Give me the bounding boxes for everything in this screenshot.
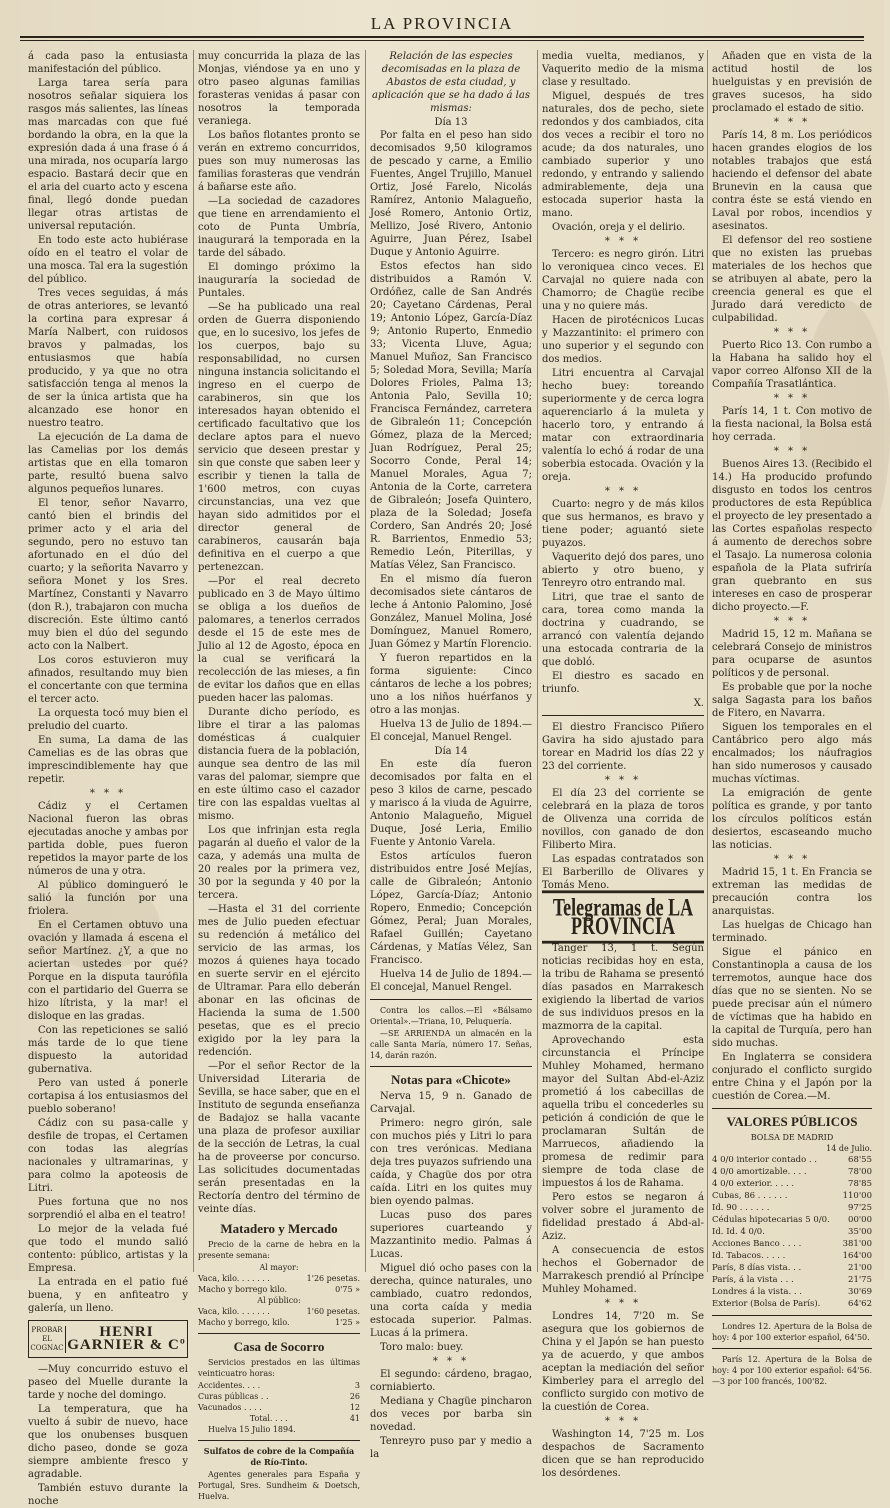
section-asterism: * * * bbox=[604, 775, 642, 786]
column-1 bbox=[28, 50, 188, 1507]
section-asterism: * * * bbox=[604, 236, 642, 247]
paragraph: París 14, 8 m. Los periódicos hacen grandes elogios de los notables trabajos que está haciendo el defensor del abate Brunevin en la causa que contra éste se está viendo en Laval por robos, incendios y asesinatos. bbox=[712, 130, 872, 232]
paragraph: El segundo: cárdeno, bragao, corniabierto. bbox=[370, 1369, 532, 1393]
cognac-advertisement bbox=[28, 1320, 188, 1358]
paragraph: Y fueron repartidos en la forma siguiente: Cinco cántaros de leche a los pobres; uno a los niños huérfanos y otro a las monjas. bbox=[370, 653, 532, 716]
paragraph: Hacen de pirotécnicos Lucas y Mazzantinito: el primero con uno superior y el segundo con dos medios. bbox=[542, 315, 704, 365]
paragraph: También estuvo durante la noche bbox=[28, 1483, 188, 1507]
market-retail-table bbox=[198, 1306, 360, 1328]
security-price: 00'00 bbox=[848, 1215, 872, 1225]
paragraph: París 14, 1 t. Con motivo de la fiesta nacional, la Bolsa está hoy cerrada. bbox=[712, 406, 872, 443]
paragraph: A consecuencia de estos hechos el Gobernador de Marrakesch prendió al Príncipe Muhley Mohamed. bbox=[542, 1245, 704, 1295]
section-asterism: * * * bbox=[773, 446, 811, 457]
classified-ad: Contra los callos.—El «Bálsamo Oriental».—Triana, 10, Peluquería. bbox=[370, 1006, 532, 1026]
table-cell: Macho y borrego kilo. bbox=[198, 1285, 287, 1294]
masthead bbox=[0, 0, 884, 44]
security-price: 78'85 bbox=[848, 1179, 872, 1189]
sulfate-ad-agents: Agentes generales para España y Portugal, Sres. Sundheim & Doetsch, Huelva. bbox=[198, 1470, 360, 1501]
paragraph: Tres veces seguidas, á más de otras anteriores, se levantó la cortina para expresar á María Nalbert, con ruidosos bravos y palmadas, los entusiasmos que había producido, y ya que no otra satisfacción tenga al menos la de ser la única artista que ha alcanzado ese honor en nuestro teatro. bbox=[28, 288, 188, 429]
securities-row bbox=[712, 1262, 872, 1274]
paragraph: Con las repeticiones se salió más tarde de lo que tiene dispuesto la autoridad gubernativa. bbox=[28, 1025, 188, 1075]
security-name: Exterior (Bolsa de París). bbox=[712, 1299, 821, 1309]
divider bbox=[712, 1315, 872, 1316]
table-cell: 12 bbox=[349, 1403, 360, 1412]
table-row bbox=[198, 1273, 360, 1284]
paragraph: Vaquerito dejó dos pares, uno abierto y otro bueno, y Tenreyro otro entrando mal. bbox=[542, 552, 704, 589]
table-cell: 1'60 pesetas. bbox=[306, 1307, 360, 1316]
paragraph: Nerva 15, 9 n. Ganado de Carvajal. bbox=[370, 1091, 532, 1115]
paragraph: Londres 14, 7'20 m. Se asegura que los gobiernos de China y el Japón se han puesto ya de acuerdo, y que ambos aceptan la mediación del señor Kimberley para el arreglo del conflicto surgido con motivo de la cuestión de Corea. bbox=[542, 1311, 704, 1413]
security-price: 97'25 bbox=[848, 1203, 872, 1213]
paragraph: —Por el real decreto publicado en 3 de Mayo último se obliga a los dueños de palomares, a tenerlos cerrados desde el 15 de este mes de Julio al 12 de Agosto, época en la cual se verificará la recolección de las mieses, a fin de evitar los daños que en ellas pueden hacer las palomas. bbox=[198, 576, 360, 704]
paragraph: Aprovechando esta circunstancia el Príncipe Muhley Mohamed, hermano mayor del Sultan Abd-el-Aziz prometió á los cabecillas de aquella tribu el concederles su petición á condición de que le proclamaran Sultán de Marruecos, añadiendo la promesa de redimir para siempre de toda clase de impuestos á los de Rahama. bbox=[542, 1035, 704, 1189]
paragraph: Pero van usted á ponerle cortapisa á los entusiasmos del pueblo soberano! bbox=[28, 1078, 188, 1115]
paragraph: El defensor del reo sostiene que no existen las pruebas materiales de los hechos que se atribuyen al abate, pero la creencia general es que el Jurado dará veredicto de culpabilidad. bbox=[712, 235, 872, 324]
table-cell: Vaca, kilo. . . . . . . bbox=[198, 1274, 270, 1283]
column-3 bbox=[370, 50, 532, 1460]
paragraph: —Hasta el 31 del corriente mes de Julio pueden efectuar su redención á metálico del servicio de las armas, los mozos á quienes haya tocado en suerte servir en el ejército de Ultramar. Para ello deberán abonar en las oficinas de Hacienda la suma de 1.500 pesetas, que es el precio exigido por la ley para la redención. bbox=[198, 904, 360, 1058]
securities-row bbox=[712, 1190, 872, 1202]
column-2 bbox=[198, 50, 360, 1501]
public-securities-heading: VALORES PÚBLICOS bbox=[726, 1114, 858, 1129]
paragraph: Ovación, oreja y el delirio. bbox=[552, 222, 686, 233]
ad-tagline: PROBAR EL COGNAC bbox=[29, 1326, 66, 1353]
table-cell: Macho y borrego, kilo. bbox=[198, 1318, 290, 1327]
paragraph: Larga tarea sería para nosotros señalar siquiera los rasgos más salientes, las líneas mas marcadas con que fué bordando la obra, en la que la expresión dada á una frase ó á una mirada, nos ocuparía largo espacio. Bastará decir que en el aria del cuarto acto y escena final, llegó donde puedan llegar otras artistas de universal reputación. bbox=[28, 78, 188, 232]
paragraph: Buenos Aires 13. (Recibido el 14.) Ha producido profundo disgusto en todos los centros productores de esta República el proyecto de ley presentado a las Cortes españolas respecto á aumento de derechos sobre el Tasajo. La numerosa colonia española de la Plata sufriría gran quebranto en sus intereses en caso de prosperar dicho proyecto.—F. bbox=[712, 459, 872, 613]
newspaper-title: LA PROVINCIA bbox=[370, 14, 514, 33]
section-asterism: * * * bbox=[604, 1416, 642, 1427]
security-price: 164'00 bbox=[842, 1251, 872, 1261]
market-wholesale-table bbox=[198, 1273, 360, 1295]
paragraph: Madrid 15, 1 t. En Francia se extreman las medidas de precaución contra los anarquistas. bbox=[712, 867, 872, 917]
divider bbox=[712, 1108, 872, 1109]
column-5 bbox=[712, 50, 872, 1386]
securities-row bbox=[712, 1226, 872, 1238]
security-name: 4 0/0 interior contado . . bbox=[712, 1155, 817, 1165]
paragraph: muy concurrida la plaza de las Monjas, viéndose ya en uno y otro paseo algunas familias forasteras venidas á pasar con nosotros la temporada veraniega. bbox=[198, 51, 360, 127]
section-asterism: * * * bbox=[773, 854, 811, 865]
security-name: 4 0/0 exterior. . . . . bbox=[712, 1179, 795, 1189]
table-cell: Curas públicas . . bbox=[198, 1392, 269, 1401]
divider bbox=[370, 1066, 532, 1067]
section-asterism: * * * bbox=[773, 117, 811, 128]
paragraph: Cádiz con su pasa-calle y desfile de tropas, el Certamen con todas las alegrías nacionales y ultramarinas, y para colmo la apoteosis de Litri. bbox=[28, 1118, 188, 1194]
paragraph: Madrid 15, 12 m. Mañana se celebrará Consejo de ministros para ocuparse de asuntos políticos y de personal. bbox=[712, 629, 872, 679]
paragraph: media vuelta, medianos, y Vaquerito medio de la misma clase y resultado. bbox=[542, 51, 704, 88]
paragraph: Siguen los temporales en el Cantábrico pero algo más encalmados; los náufragios han sido numerosos y causado muchas víctimas. bbox=[712, 722, 872, 785]
divider bbox=[370, 999, 532, 1000]
signature: Huelva 13 de Julio de 1894.—El concejal, Manuel Rengel. bbox=[370, 719, 532, 743]
table-row bbox=[198, 1402, 360, 1413]
signature: Huelva 14 de Julio de 1894.—El concejal, Manuel Rengel. bbox=[370, 969, 532, 993]
paragraph: En el mismo día fueron decomisados siete cántaros de leche á Antonio Palomino, José González, Manuel Molina, José Domínguez, Manuel Romero, Juan Gómez y Martín Florencio. bbox=[370, 574, 532, 650]
security-name: Cubas, 86 . . . . . . bbox=[712, 1191, 788, 1201]
paragraph: Tercero: es negro girón. Litri lo veroniquea cinco veces. El Carvajal no quiere nada con Chamorro; de Chagüe recibe una y no quiere más. bbox=[542, 249, 704, 312]
table-cell: 26 bbox=[349, 1392, 360, 1401]
column-4 bbox=[542, 50, 704, 1479]
securities-row bbox=[712, 1238, 872, 1250]
stock-exchange-label: BOLSA DE MADRID bbox=[750, 1133, 834, 1142]
divider bbox=[198, 1333, 360, 1334]
security-price: 110'00 bbox=[842, 1191, 872, 1201]
london-quote: Londres 12. Apertura de la Bolsa de hoy: 4 por 100 exterior español, 64'50. bbox=[712, 1322, 872, 1342]
paragraph: Miguel dió ocho pases con la derecha, quince naturales, uno cambiado, cuatro redondos, una corta caída y media estocada superior. Palmas. Lucas á la primera. bbox=[370, 1263, 532, 1339]
seizure-report-title: Relación de las especies decomisadas en la plaza de Abastos de esta ciudad, y aplicación que se ha dado á las mismas: bbox=[372, 51, 530, 114]
column-separator bbox=[707, 50, 708, 1272]
telegrams-heading: Telegramas de LA PROVINCIA bbox=[542, 890, 704, 943]
market-retail-label: Al público: bbox=[257, 1296, 301, 1305]
table-cell: Vacunados . . . . bbox=[198, 1403, 262, 1412]
paragraph: Lo mejor de la velada fué que todo el mundo salió contento: público, artistas y la Empresa. bbox=[28, 1224, 188, 1274]
section-asterism: * * * bbox=[604, 486, 642, 497]
security-name: París, á la vista . . . bbox=[712, 1275, 794, 1285]
paragraph: La entrada en el patio fué buena, y en anfiteatro y galería, un lleno. bbox=[28, 1277, 188, 1314]
paragraph: Durante dicho período, es libre el tirar a las palomas domésticas á cualquier distancia fuera de la población, aunque sea dentro de las mil varas del palomar, siempre que en este último caso el cazador tire con las espaldas vueltas al mismo. bbox=[198, 707, 360, 822]
market-heading: Matadero y Mercado bbox=[220, 1221, 338, 1236]
paragraph: El diestro Francisco Piñero Gavira ha sido ajustado para torear en Madrid los días 22 y 23 del corriente. bbox=[542, 722, 704, 772]
paris-quote: París 12. Apertura de la Bolsa de hoy: 4 por 100 exterior español: 64'56.—3 por 100 francés, 100'82. bbox=[712, 1355, 872, 1386]
table-cell: 3 bbox=[354, 1381, 360, 1390]
paragraph: La ejecución de La dama de las Camelias por los demás artistas que en ella tomaron parte, resultó buena salvo algunos pequeños lunares. bbox=[28, 432, 188, 495]
aid-station-heading: Casa de Socorro bbox=[233, 1339, 325, 1354]
table-cell: Total. . . . bbox=[249, 1414, 288, 1423]
table-cell: Vaca, kilo. . . . . . . bbox=[198, 1307, 270, 1316]
section-asterism: * * * bbox=[89, 788, 127, 799]
paragraph: Sigue el pánico en Constantinopla a causa de los terremotos, aunque hace dos días que no se sienten. No se puede precisar aún el número de víctimas que ha habido en la capital de Turquía, pero han sido muchas. bbox=[712, 947, 872, 1049]
table-cell: 1'25 » bbox=[335, 1318, 360, 1327]
securities-table bbox=[712, 1154, 872, 1310]
paragraph: La temperatura, que ha vuelto á subir de nuevo, hace que los onubenses busquen dicho paseo, donde se goza siempre ambiente fresco y agradable. bbox=[28, 1404, 188, 1480]
paragraph: —La sociedad de cazadores que tiene en arrendamiento el coto de Punta Umbría, inaugurará la temporada en la tarde del sábado. bbox=[198, 196, 360, 259]
market-subheading: Precio de la carne de hebra en la presente semana: bbox=[198, 1240, 360, 1260]
sulfate-ad-title: Sulfatos de cobre de la Compañía de Río-Tinto. bbox=[203, 1446, 355, 1467]
paragraph: —Se ha publicado una real orden de Guerra disponiendo que, en lo sucesivo, los jefes de los cuerpos, bajo su responsabilidad, no cursen ninguna instancia solicitando el ingreso en el cuerpo de carabineros, sin que los interesados hayan obtenido el certificado facultativo que los declare aptos para el nuevo servicio que deseen prestar y sin que conste que saben leer y escribir y tienen la talla de 1'600 metros, con cuyas circunstancias, una vez que hayan sido admitidos por el director general de carabineros, causarán baja definitiva en el cuerpo a que pertenezcan. bbox=[198, 302, 360, 573]
paragraph: La orquesta tocó muy bien el preludio del cuarto. bbox=[28, 708, 188, 732]
paragraph: Mediana y Chagüe pincharon dos veces por barba sin novedad. bbox=[370, 1396, 532, 1433]
securities-row bbox=[712, 1298, 872, 1310]
paragraph: Litri encuentra al Carvajal hecho buey: toreando superiormente y de cerca logra aquerenciarlo á la muleta y hacerlo toro, y entrando á matar con extraordinaria valentía lo echó á rodar de una soberbia estocada. Ovación y la oreja. bbox=[542, 368, 704, 483]
aid-station-table bbox=[198, 1380, 360, 1424]
aid-station-date: Huelva 15 Julio 1894. bbox=[208, 1425, 296, 1434]
paragraph: Puerto Rico 13. Con rumbo a la Habana ha salido hoy el vapor correo Alfonso XII de la Compañía Trasatlántica. bbox=[712, 340, 872, 390]
paragraph: En todo este acto hubiérase oído en el teatro el volar de una mosca. Tal era la sugestión del público. bbox=[28, 235, 188, 285]
paragraph: La emigración de gente política es grande, y por tanto los círculos políticos están desiertos, escaseando mucho las noticias. bbox=[712, 788, 872, 851]
paragraph: —Muy concurrido estuvo el paseo del Muelle durante la tarde y noche del domingo. bbox=[28, 1364, 188, 1401]
paragraph: Por falta en el peso han sido decomisados 9,50 kilogramos de pescado y carne, a Emilio Fuentes, Angel Trujillo, Manuel Ortiz, José Farelo, Nicolás Ramírez, Antonio Malagueño, José Romero, Antonio Ortiz, Mellizo, José Rivero, Antonio Aguirre, Juan Pérez, Isabel Duque y Antonio Aguirre. bbox=[370, 130, 532, 258]
paragraph: En el Certamen obtuvo una ovación y llamada á escena el señor Martínez. ¿Y, a que no aciertan ustedes por qué? Porque en la disputa taurófila con el partidario del Guerra se hizo lítrista, y la mar! el disloque en las gradas. bbox=[28, 920, 188, 1022]
security-name: París, 8 días vista. . . bbox=[712, 1263, 802, 1273]
day-heading: Día 13 bbox=[434, 117, 468, 128]
securities-row bbox=[712, 1274, 872, 1286]
paragraph: Litri, que trae el santo de cara, torea como manda la doctrina y cuadrando, se arrancó con valentía dejando una estocada contraria de la que dobló. bbox=[542, 592, 704, 668]
divider bbox=[542, 715, 704, 716]
security-price: 30'69 bbox=[848, 1287, 872, 1297]
masthead-rule bbox=[20, 40, 864, 41]
paragraph: Pero estos se negaron á volver sobre el juramento de fidelidad prestado á Abd-al-Aziz. bbox=[542, 1192, 704, 1242]
security-price: 21'75 bbox=[848, 1275, 872, 1285]
paragraph: Tenreyro puso par y medio a la bbox=[370, 1436, 532, 1460]
table-cell: 0'75 » bbox=[335, 1285, 360, 1294]
securities-row bbox=[712, 1166, 872, 1178]
security-name: Id. Tabacos. . . . . bbox=[712, 1251, 786, 1261]
divider bbox=[712, 1348, 872, 1349]
securities-row bbox=[712, 1286, 872, 1298]
paragraph: En suma, La dama de las Camelias es de las obras que imprescindiblemente hay que repetir. bbox=[28, 735, 188, 785]
section-asterism: * * * bbox=[432, 1356, 470, 1367]
paragraph: Es probable que por la noche salga Sagasta para los baños de Fitero, en Navarra. bbox=[712, 682, 872, 719]
classified-ad: —SE ARRIENDA un almacén en la calle Santa María, número 17. Señas, 14, darán razón. bbox=[370, 1029, 532, 1060]
paragraph: Cádiz y el Certamen Nacional fueron las obras ejecutadas anoche y ambas por partida doble, pues fueron repetidos la mayor parte de los números de una y otra. bbox=[28, 801, 188, 877]
day-heading: Día 14 bbox=[434, 746, 468, 757]
paragraph: El diestro es sacado en triunfo. bbox=[542, 671, 704, 695]
paragraph: Los baños flotantes pronto se verán en extremo concurridos, pues son muy numerosas las familias forasteras que vendrán á bañarse este año. bbox=[198, 130, 360, 193]
table-row bbox=[198, 1306, 360, 1317]
security-price: 68'55 bbox=[848, 1155, 872, 1165]
paragraph: Añaden que en vista de la actitud hostil de los huelguistas y en previsión de graves sucesos, ha sido proclamado el estado de sitio. bbox=[712, 51, 872, 114]
security-price: 64'62 bbox=[848, 1299, 872, 1309]
securities-row bbox=[712, 1214, 872, 1226]
paragraph: Tanger 13, 1 t. Según noticias recibidas hoy en esta, la tribu de Rahama se presentó días pasados en Marrakesch exigiendo la libertad de varios de sus individuos presos en la mazmorra de la capital. bbox=[542, 943, 704, 1032]
security-price: 21'00 bbox=[848, 1263, 872, 1273]
table-row bbox=[198, 1380, 360, 1391]
section-asterism: * * * bbox=[773, 327, 811, 338]
paragraph: Cuarto: negro y de más kilos que sus hermanos, es bravo y tiene poder; aguantó siete puyazos. bbox=[542, 499, 704, 549]
paragraph: —Por el señor Rector de la Universidad Literaria de Sevilla, se hace saber, que en el Instituto de segunda enseñanza de Badajoz se halla vacante una plaza de profesor auxiliar de la sección de Letras, la cual ha de proveerse por concurso. Las solicitudes documentadas serán presentadas en la Rectoría dentro del término de veinte días. bbox=[198, 1061, 360, 1215]
paragraph: En Inglaterra se considera conjurado el conflicto surgido entre China y el Japón por la cuestión de Corea.—M. bbox=[712, 1052, 872, 1102]
securities-row bbox=[712, 1250, 872, 1262]
securities-row bbox=[712, 1202, 872, 1214]
paragraph: Estos efectos han sido distribuidos a Ramón V. Ordóñez, calle de San Andrés 20; Cayetano Cárdenas, Peral 19; Antonio López, García-Díaz 9; Antonio Ruperto, Enmedio 33; Vicenta Lluve, Agua; Manuel Muñoz, San Francisco 5; Soledad Mora, Sevilla; María Dolores Frioles, Palma 13; Antonia Palo, Sevilla 10; Francisca Fernández, carretera de Gibraleón 11; Concepción Gómez, plaza de la Merced; Juan Rodríguez, Peral 25; Socorro Conde, Peral 14; Manuel Morales, Agua 7; Antonia de la Corte, carretera de Gibraleón; Josefa Quintero, plaza de la Soledad; Josefa Cordero, San Andrés 20; José R. Barrientos, Enmedio 53; Remedio León, Piterillas, y Matías Vélez, San Francisco. bbox=[370, 261, 532, 571]
paragraph: Al público domingueró le salió la función por una friolera. bbox=[28, 880, 188, 917]
table-cell: Accidentes. . . . bbox=[198, 1381, 261, 1390]
table-row bbox=[198, 1391, 360, 1402]
aid-station-subheading: Servicios prestados en las últimas veinticuatro horas: bbox=[198, 1358, 360, 1378]
paragraph: Las espadas contratados son El Barberillo de Olivares y Tomás Meno. bbox=[542, 854, 704, 891]
paragraph: Miguel, después de tres naturales, dos de pecho, siete redondos y dos cambiados, cita dos veces a recibir el toro no acude; da dos naturales, uno cambiado superior y uno redondo, y entrando y saliendo admirablemente, deja una estocada superior hasta la mano. bbox=[542, 91, 704, 219]
table-row bbox=[198, 1317, 360, 1328]
quote-date: 14 de Julio. bbox=[826, 1144, 872, 1153]
section-asterism: * * * bbox=[773, 393, 811, 404]
paragraph: El tenor, señor Navarro, cantó bien el brindis del primer acto y el aria del segundo, pero no estuvo tan afortunado en el dúo del cuarto; y la señorita Navarro y señora Monet y los Sres. Martínez, Constanti y Navarro (don R.), trabajaron con mucha discreción. Este último cantó muy bien el dúo del segundo acto con la Nalbert. bbox=[28, 498, 188, 652]
paragraph: Toro malo: buey. bbox=[380, 1342, 464, 1353]
securities-row bbox=[712, 1178, 872, 1190]
security-price: 35'00 bbox=[848, 1227, 872, 1237]
paragraph: Washington 14, 7'25 m. Los despachos de Sacramento dicen que se han reproducido los desórdenes. bbox=[542, 1429, 704, 1479]
column-separator bbox=[537, 50, 538, 1272]
divider bbox=[198, 1440, 360, 1441]
paragraph: Los que infrinjan esta regla pagarán al dueño el valor de la caza, y además una multa de 20 reales por la primera vez, 30 por la segunda y 40 por la tercera. bbox=[198, 825, 360, 901]
security-name: Id. Id. 4 0/0. bbox=[712, 1227, 765, 1237]
paragraph: á cada paso la entusiasta manifestación del público. bbox=[28, 51, 188, 75]
table-row bbox=[198, 1413, 360, 1424]
security-name: 4 0/0 amortizable. . . . bbox=[712, 1167, 807, 1177]
table-row bbox=[198, 1284, 360, 1295]
masthead-rule bbox=[20, 36, 864, 38]
paragraph: Pues fortuna que no nos sorprendió el alba en el teatro! bbox=[28, 1197, 188, 1221]
security-name: Londres á la vista. . . bbox=[712, 1287, 802, 1297]
paragraph: Estos artículos fueron distribuidos entre José Mejías, calle de Gibraleón; Antonio López, García-Díaz; Antonio Ropero, Enmedio; Concepción Gómez, Peral; Juan Morales, Rafael Guillén; Cayetano Cárdenas, y Matías Vélez, San Francisco. bbox=[370, 851, 532, 966]
paragraph: El día 23 del corriente se celebrará en la plaza de toros de Olivenza una corrida de novillos, con ganado de don Filiberto Mira. bbox=[542, 788, 704, 851]
table-cell: 41 bbox=[349, 1414, 360, 1423]
paragraph: Las huelgas de Chicago han terminado. bbox=[712, 920, 872, 944]
ad-brand: HENRI GARNIER & Cº bbox=[67, 1324, 186, 1353]
paragraph: El domingo próximo la inauguraría la sociedad de Puntales. bbox=[198, 262, 360, 299]
market-wholesale-label: Al mayor: bbox=[259, 1263, 299, 1272]
bullfight-notes-heading: Notas para «Chicote» bbox=[391, 1072, 511, 1087]
column-separator bbox=[193, 50, 194, 1272]
paragraph: En este día fueron decomisados por falta en el peso 3 kilos de carne, pescado y marisco á la viuda de Aguirre, Antonio Malagueño, Miguel Duque, José Leria, Emilio Fuente y Antonio Varela. bbox=[370, 759, 532, 848]
table-cell: 1'26 pesetas. bbox=[306, 1274, 360, 1283]
section-asterism: * * * bbox=[773, 616, 811, 627]
security-name: Acciones Banco . . . . bbox=[712, 1239, 802, 1249]
securities-row bbox=[712, 1154, 872, 1166]
paragraph: Lucas puso dos pares superiores cuarteando y Mazzantinito medio. Palmas á Lucas. bbox=[370, 1210, 532, 1260]
paragraph: Los coros estuvieron muy afinados, resultando muy bien el concertante con que termina el tercer acto. bbox=[28, 655, 188, 705]
section-asterism: * * * bbox=[604, 1298, 642, 1309]
security-price: 78'00 bbox=[848, 1167, 872, 1177]
security-price: 381'00 bbox=[842, 1239, 872, 1249]
column-separator bbox=[365, 50, 366, 1272]
paragraph: Primero: negro girón, sale con muchos piés y Litri lo para con tres verónicas. Mediana deja tres puyazos sufriendo una caída, y Chagüe dos por otra caída. Litri en los quites muy bien oyendo palmas. bbox=[370, 1118, 532, 1207]
security-name: Id. 90 . . . . . . bbox=[712, 1203, 770, 1213]
signature: X. bbox=[693, 698, 704, 709]
security-name: Cédulas hipotecarias 5 0/0. bbox=[712, 1215, 830, 1225]
